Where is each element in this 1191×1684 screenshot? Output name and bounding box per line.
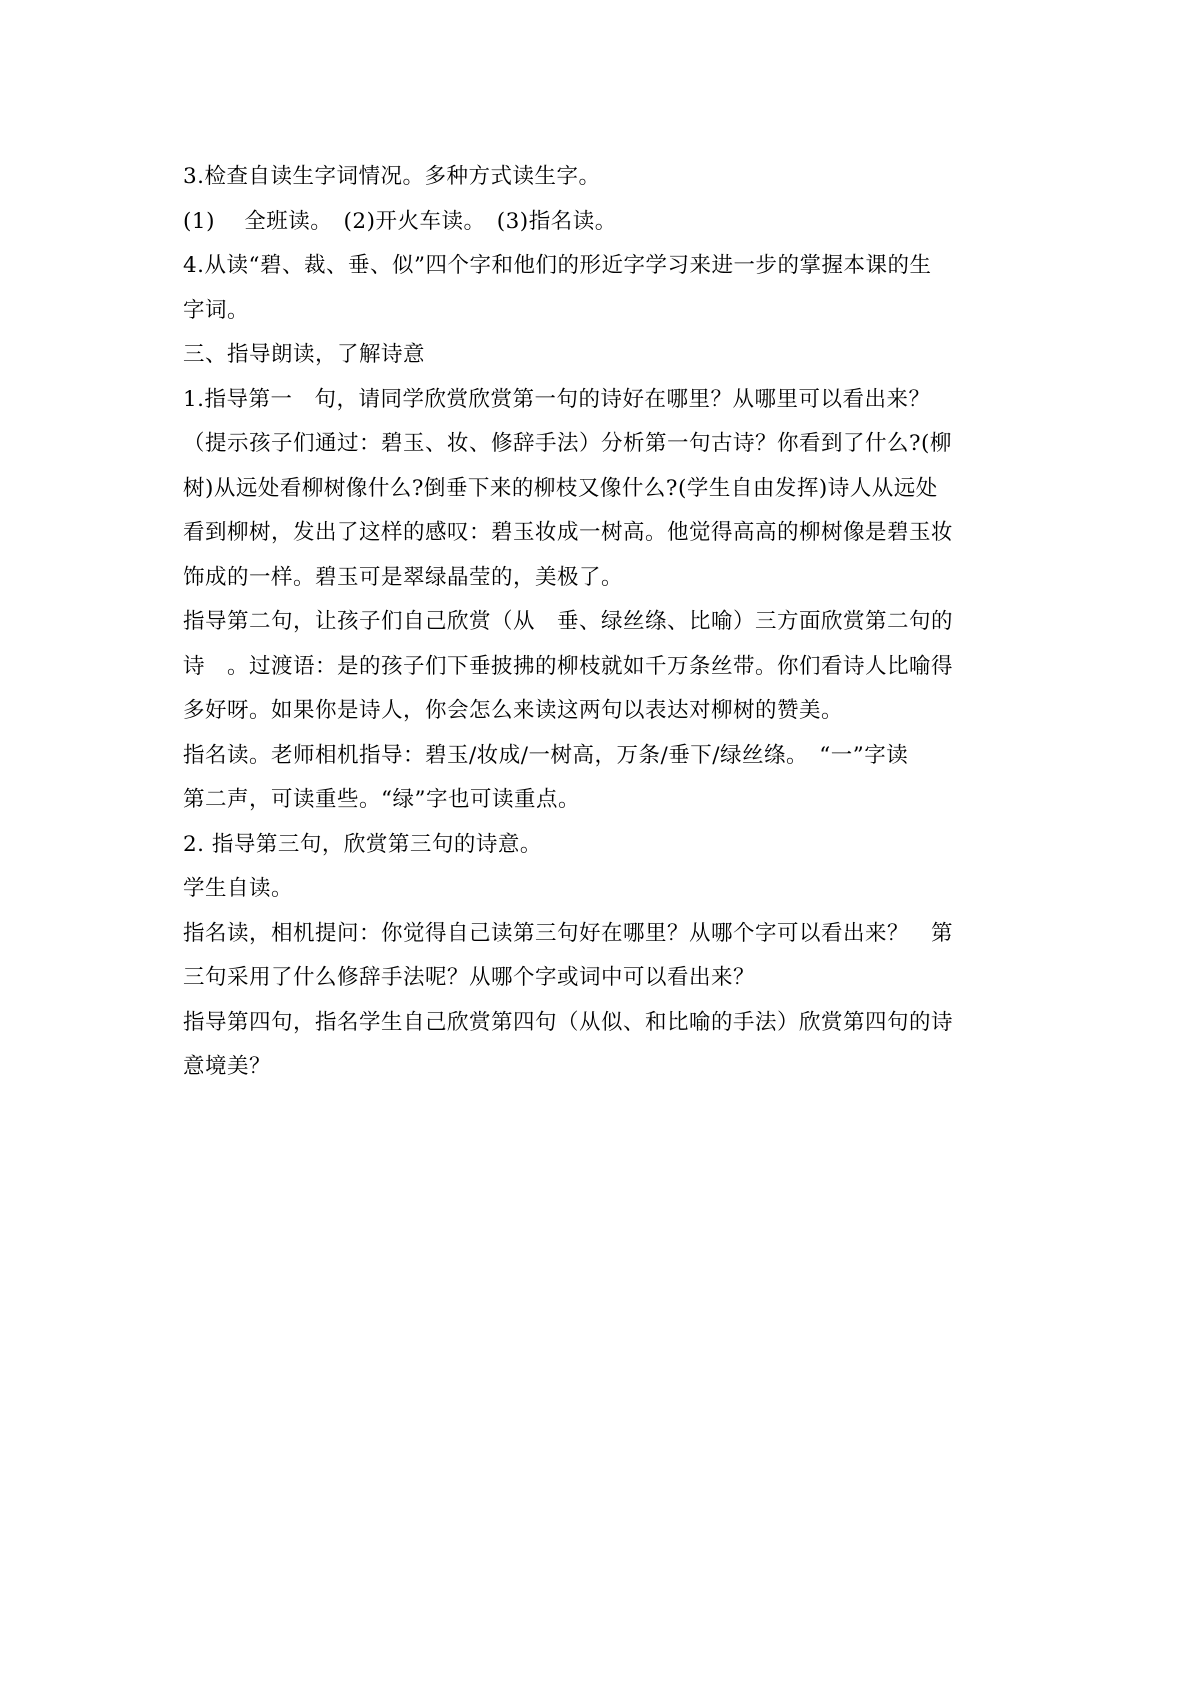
- text-line: 3.检查自读生字词情况。多种方式读生字。: [183, 164, 601, 189]
- section-heading: 三、指导朗读，了解诗意: [183, 342, 426, 367]
- text-line: 4.从读“碧、裁、垂、似”四个字和他们的形近字学习来进一步的掌握本课的生: [183, 253, 932, 278]
- text-line: 饰成的一样。碧玉可是翠绿晶莹的，美极了。: [183, 564, 624, 590]
- text-line: 学生自读。: [183, 876, 294, 901]
- document-body: [183, 155, 1017, 1090]
- text-line: 指名读，相机提问：你觉得自己读第三句好在哪里？从哪个字可以看出来？ 第: [183, 920, 954, 946]
- text-line: 字词。: [183, 297, 250, 323]
- text-line: 诗 。过渡语：是的孩子们下垂披拂的柳枝就如千万条丝带。你们看诗人比喻得: [183, 653, 954, 679]
- text-line: 意境美？: [183, 1054, 272, 1079]
- text-line: 指导第四句，指名学生自己欣赏第四句（从似、和比喻的手法）欣赏第四句的诗: [183, 1009, 954, 1035]
- text-line: （提示孩子们通过：碧玉、妆、修辞手法）分析第一句古诗？你看到了什么?(柳: [183, 431, 952, 456]
- text-line: 2. 指导第三句，欣赏第三句的诗意。: [183, 831, 542, 857]
- text-line: 指名读。老师相机指导：碧玉/妆成/一树高，万条/垂下/绿丝绦。 “一”字读: [183, 742, 909, 768]
- text-line: 三句采用了什么修辞手法呢？从哪个字或词中可以看出来？: [183, 965, 756, 990]
- text-line: 第二声，可读重些。“绿”字也可读重点。: [183, 787, 580, 812]
- text-line: 1.指导第一 句，请同学欣赏欣赏第一句的诗好在哪里？从哪里可以看出来？: [183, 386, 931, 412]
- text-line: (1) 全班读。 (2)开火车读。 (3)指名读。: [183, 208, 617, 234]
- text-line: 多好呀。如果你是诗人，你会怎么来读这两句以表达对柳树的赞美。: [183, 698, 844, 723]
- text-line: 树)从远处看柳树像什么?倒垂下来的柳枝又像什么?(学生自由发挥)诗人从远处: [183, 475, 938, 501]
- text-line: 看到柳树，发出了这样的感叹：碧玉妆成一树高。他觉得高高的柳树像是碧玉妆: [183, 520, 954, 545]
- text-line: 指导第二句，让孩子们自己欣赏（从 垂、绿丝绦、比喻）三方面欣赏第二句的: [183, 609, 954, 634]
